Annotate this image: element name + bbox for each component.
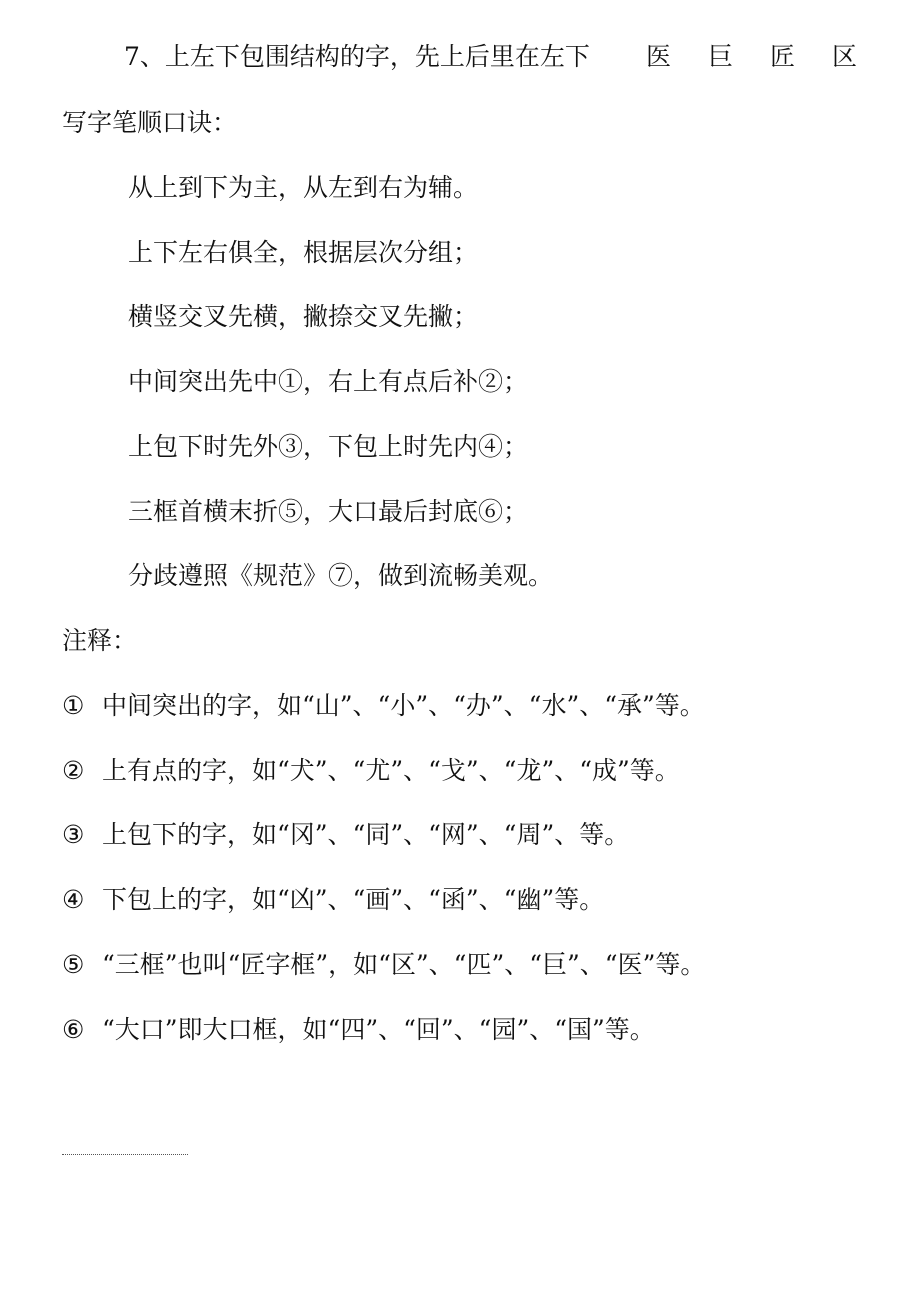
mnemonic-line: 横竖交叉先横，撇捺交叉先撇； <box>128 302 479 331</box>
mnemonic-title: 写字笔顺口诀： <box>62 108 238 137</box>
note-item <box>62 885 604 915</box>
note-text: 中间突出的字，如“山”、“小”、“办”、“水”、“承”等。 <box>102 691 705 720</box>
note-item <box>62 950 705 980</box>
note-text: 上包下的字，如“冈”、“同”、“网”、“周”、等。 <box>102 820 630 849</box>
note-number: ③ <box>62 820 85 849</box>
note-item <box>62 1015 655 1045</box>
mnemonic-line: 三框首横末折⑤，大口最后封底⑥； <box>128 497 529 526</box>
rule-7-examples <box>646 42 894 72</box>
mnemonic-line: 上包下时先外③，下包上时先内④； <box>128 432 529 461</box>
notes-title: 注释： <box>62 626 138 655</box>
example-char: 匠 <box>770 42 796 71</box>
note-number: ⑥ <box>62 1015 85 1044</box>
mnemonic-line: 上下左右俱全，根据层次分组； <box>128 238 479 267</box>
note-number: ① <box>62 691 85 720</box>
note-text: “大口”即大口框，如“四”、“回”、“园”、“国”等。 <box>102 1015 655 1044</box>
note-text: “三框”也叫“匠字框”，如“区”、“匹”、“巨”、“医”等。 <box>102 950 706 979</box>
footer-divider <box>62 1154 188 1155</box>
note-number: ② <box>62 756 85 785</box>
note-item <box>62 756 680 786</box>
mnemonic-line: 分歧遵照《规范》⑦，做到流畅美观。 <box>128 561 554 590</box>
example-char: 巨 <box>708 42 734 71</box>
note-item <box>62 820 629 850</box>
example-char: 区 <box>832 42 858 71</box>
mnemonic-line: 中间突出先中①，右上有点后补②； <box>128 367 529 396</box>
example-char: 医 <box>646 42 672 71</box>
note-number: ④ <box>62 885 85 914</box>
note-text: 下包上的字，如“凶”、“画”、“函”、“幽”等。 <box>102 885 605 914</box>
note-number: ⑤ <box>62 950 85 979</box>
rule-7-text: 7、上左下包围结构的字，先上后里在左下 <box>124 42 590 71</box>
note-item <box>62 691 705 721</box>
note-text: 上有点的字，如“犬”、“尤”、“戈”、“龙”、“成”等。 <box>102 756 680 785</box>
mnemonic-line: 从上到下为主，从左到右为辅。 <box>128 173 479 202</box>
